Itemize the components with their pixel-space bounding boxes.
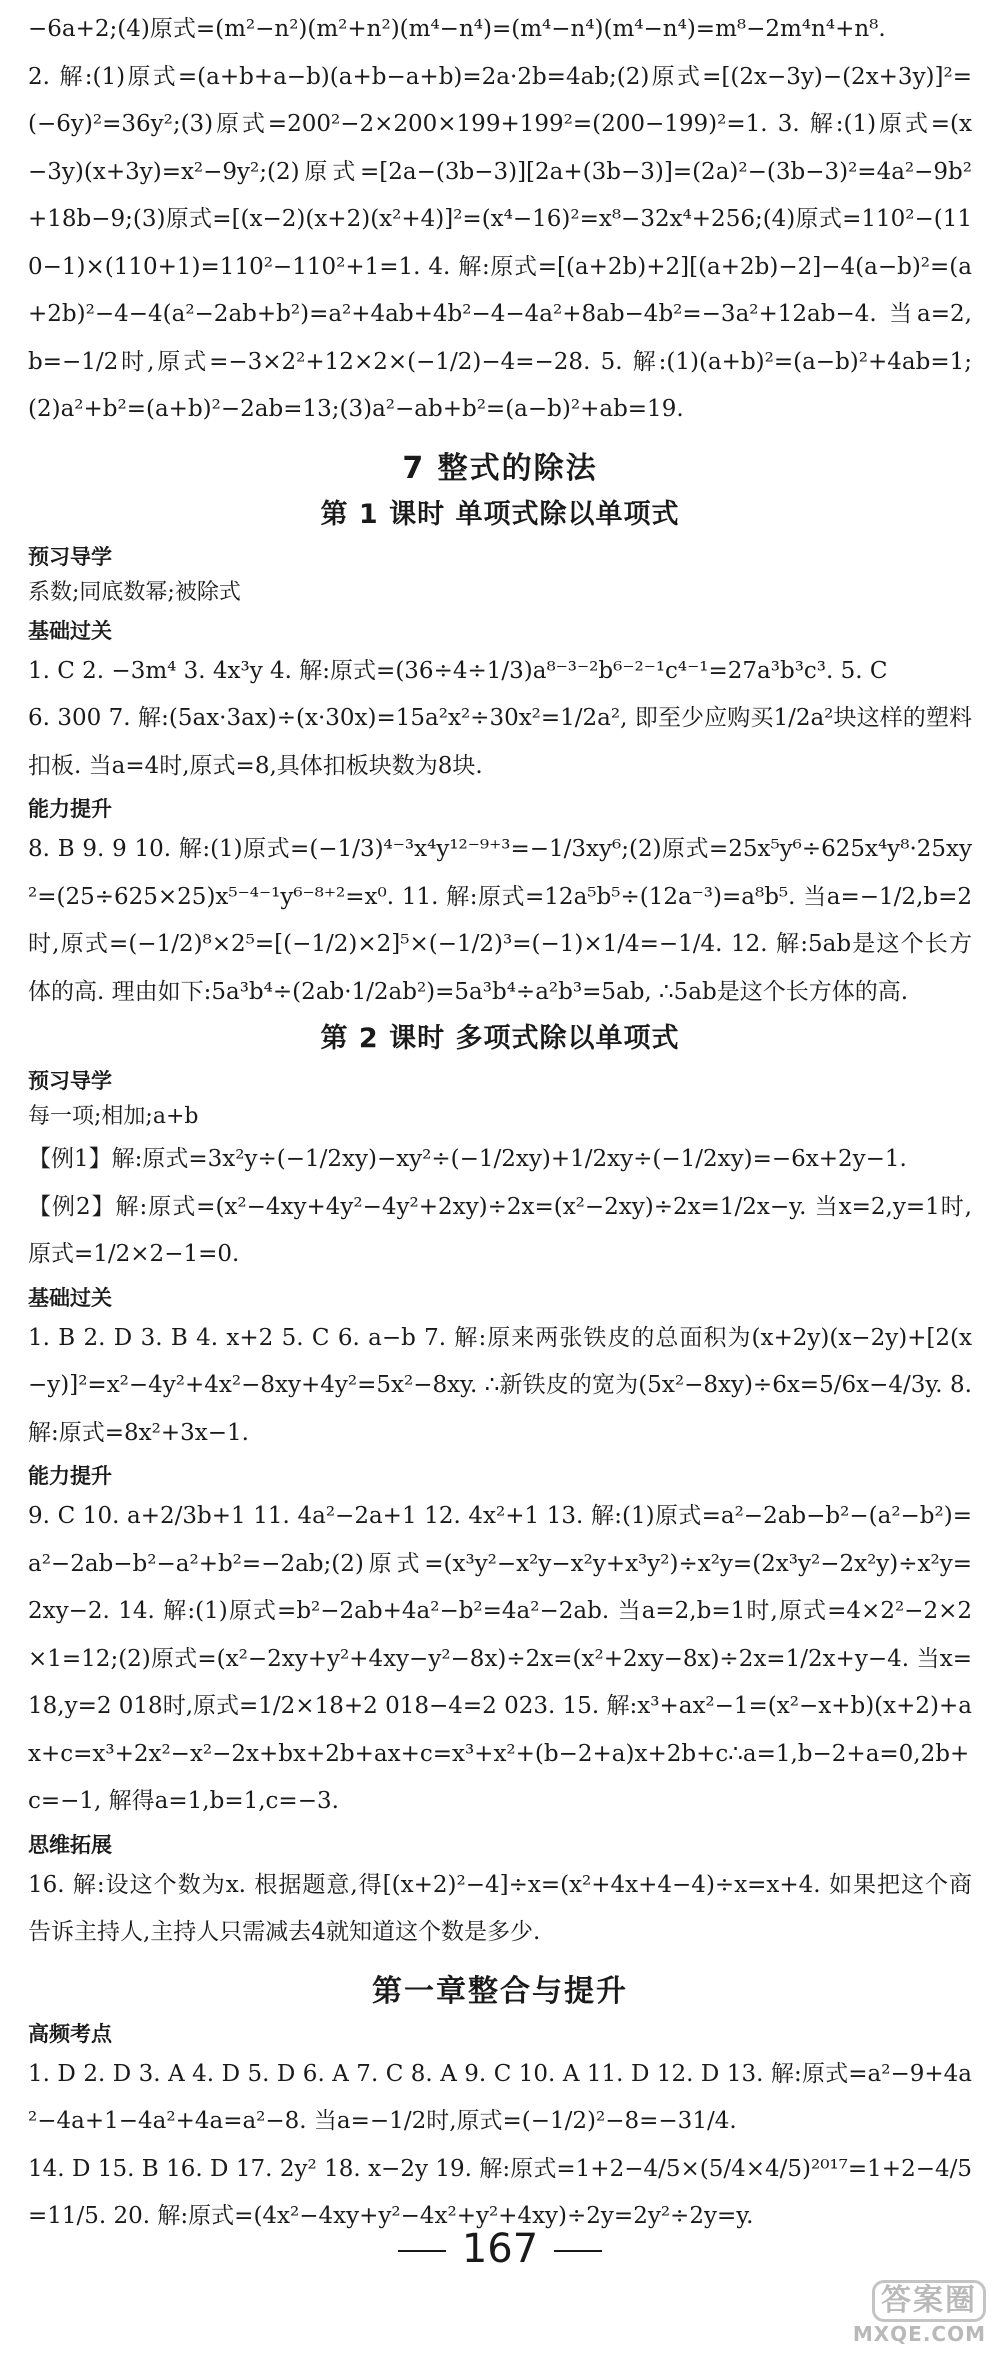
lesson-title: 第 2 课时 多项式除以单项式 (320, 1023, 680, 1054)
watermark-logo (796, 2280, 986, 2346)
fill-in-answers: 系数;同底数幂;被除式 (28, 579, 241, 605)
subsection-heading: 能力提升 (28, 1464, 112, 1488)
subsection-heading: 预习导学 (28, 544, 112, 569)
answer-paragraph: 【例1】解:原式=3x²y÷(−1/2xy)−xy²÷(−1/2xy)+1/2xy÷(−1/2xy)=−6x+2y−1. (28, 1146, 907, 1172)
answer-paragraph: 1. C 2. −3m⁴ 3. 4x³y 4. 解:原式=(36÷4÷1/3)a⁸⁻³⁻²b⁶⁻²⁻¹c⁴⁻¹=27a³b³c³. 5. C (28, 657, 888, 684)
answer-paragraph: −6a+2;(4)原式=(m²−n²)(m²+n²)(m⁴−n⁴)=(m⁴−n⁴)(m⁴−n⁴)=m⁸−2m⁴n⁴+n⁸. (28, 16, 886, 42)
answer-paragraph: 9. C 10. a+2/3b+1 11. 4a²−2a+1 12. 4x²+1 13. 解:(1)原式=a²−2ab−b²−(a²−b²)=a²−2ab−b²−a²+b²=−2ab;(2)原式=(x³y²−x²y−x²y+x³y²)÷x²y=(2x³y²−2x²y)÷x²y=2xy−2. 14. 解:(1)原式=b²−2ab+4a²−b²=4a²−2ab. 当a=2,b=1时,原式=4×2²−2×2×1=12;(2)原式=(x²−2xy+y²+4xy−y²−8x)÷2x=(x²+2xy−8x)÷2x=1/2x+y−4. 当x=18,y=2 018时,原式=1/2×18+2 018−4=2 023. 15. 解:x³+ax²−1=(x²−x+b)(x+2)+ax+c=x³+2x²−x²−2x+bx+2b+ax+c=x³+x²+(b−2+a)x+2b+c∴a=1,b−2+a=0,2b+c=−1, 解得a=1,b=1,c=−3. (28, 1503, 972, 1814)
page-number-dash-right (554, 2250, 602, 2252)
subsection-heading: 基础过关 (28, 1285, 112, 1310)
answer-paragraph: 14. D 15. B 16. D 17. 2y² 18. x−2y 19. 解:原式=1+2−4/5×(5/4×4/5)²⁰¹⁷=1+2−4/5=11/5. 20. 解:原式=(4x²−4xy+y²−4x²+y²+4xy)÷2y=2y²÷2y=y. (28, 2155, 972, 2229)
watermark-url: MXQE.COM (852, 2322, 986, 2346)
answer-paragraph: 2. 解:(1)原式=(a+b+a−b)(a+b−a+b)=2a·2b=4ab;(2)原式=[(2x−3y)−(2x+3y)]²=(−6y)²=36y²;(3)原式=200²−2×200×199+199²=(200−199)²=1. 3. 解:(1)原式=(x−3y)(x+3y)=x²−9y²;(2)原式=[2a−(3b−3)][2a+(3b−3)]=(2a)²−(3b−3)²=4a²−9b²+18b−9;(3)原式=[(x−2)(x+2)(x²+4)]²=(x⁴−16)²=x⁸−32x⁴+256;(4)原式=110²−(110−1)×(110+1)=110²−110²+1=1. 4. 解:原式=[(a+2b)+2][(a+2b)−2]−4(a−b)²=(a+2b)²−4−4(a²−2ab+b²)=a²+4ab+4b²−4−4a²+8ab−4b²=−3a²+12ab−4. 当a=2,b=−1/2时,原式=−3×2²+12×2×(−1/2)−4=−28. 5. 解:(1)(a+b)²=(a−b)²+4ab=1;(2)a²+b²=(a+b)²−2ab=13;(3)a²−ab+b²=(a−b)²+ab=19. (28, 63, 972, 422)
answer-paragraph: 16. 解:设这个数为x. 根据题意,得[(x+2)²−4]÷x=(x²+4x+4−4)÷x=x+4. 如果把这个商告诉主持人,主持人只需减去4就知道这个数是多少. (28, 1871, 972, 1945)
subsection-heading: 基础过关 (28, 618, 112, 643)
subsection-heading: 预习导学 (28, 1069, 112, 1093)
answer-paragraph: 【例2】解:原式=(x²−4xy+4y²−4y²+2xy)÷2x=(x²−2xy)÷2x=1/2x−y. 当x=2,y=1时,原式=1/2×2−1=0. (28, 1193, 972, 1267)
answer-paragraph: 1. D 2. D 3. A 4. D 5. D 6. A 7. C 8. A 9. C 10. A 11. D 12. D 13. 解:原式=a²−9+4a²−4a+1−4a²+4a=a²−8. 当a=−1/2时,原式=(−1/2)²−8=−31/4. (28, 2060, 972, 2134)
page-number-dash-left (398, 2250, 446, 2252)
section-title: 7 整式的除法 (402, 450, 598, 486)
watermark-badge: 答案圈 (872, 2280, 986, 2322)
fill-in-answers: 每一项;相加;a+b (28, 1104, 199, 1129)
subsection-heading: 能力提升 (28, 797, 112, 821)
content-flow (28, 6, 972, 2241)
subsection-heading: 高频考点 (28, 2021, 112, 2046)
page-number (0, 2224, 1000, 2274)
answer-paragraph: 1. B 2. D 3. B 4. x+2 5. C 6. a−b 7. 解:原来两张铁皮的总面积为(x+2y)(x−2y)+[2(x−y)]²=x²−4y²+4x²−8xy+4y²=5x²−8xy. ∴新铁皮的宽为(5x²−8xy)÷6x=5/6x−4/3y. 8. 解:原式=8x²+3x−1. (28, 1324, 972, 1446)
answer-paragraph: 6. 300 7. 解:(5ax·3ax)÷(x·30x)=15a²x²÷30x²=1/2a², 即至少应购买1/2a²块这样的塑料扣板. 当a=4时,原式=8,具体扣板块数为8块. (28, 705, 972, 779)
page-number-text: 167 (461, 2226, 539, 2272)
answer-page (28, 6, 972, 2241)
lesson-title: 第 1 课时 单项式除以单项式 (320, 498, 680, 530)
answer-paragraph: 8. B 9. 9 10. 解:(1)原式=(−1/3)⁴⁻³x⁴y¹²⁻⁹⁺³=−1/3xy⁶;(2)原式=25x⁵y⁶÷625x⁴y⁸·25xy²=(25÷625×25)x⁵⁻⁴⁻¹y⁶⁻⁸⁺²=x⁰. 11. 解:原式=12a⁵b⁵÷(12a⁻³)=a⁸b⁵. 当a=−1/2,b=2时,原式=(−1/2)⁸×2⁵=[(−1/2)×2]⁵×(−1/2)³=(−1)×1/4=−1/4. 12. 解:5ab是这个长方体的高. 理由如下:5a³b⁴÷(2ab·1/2ab²)=5a³b⁴÷a²b³=5ab, ∴5ab是这个长方体的高. (28, 836, 972, 1005)
section-title: 第一章整合与提升 (372, 1973, 628, 2009)
subsection-heading: 思维拓展 (28, 1832, 112, 1857)
